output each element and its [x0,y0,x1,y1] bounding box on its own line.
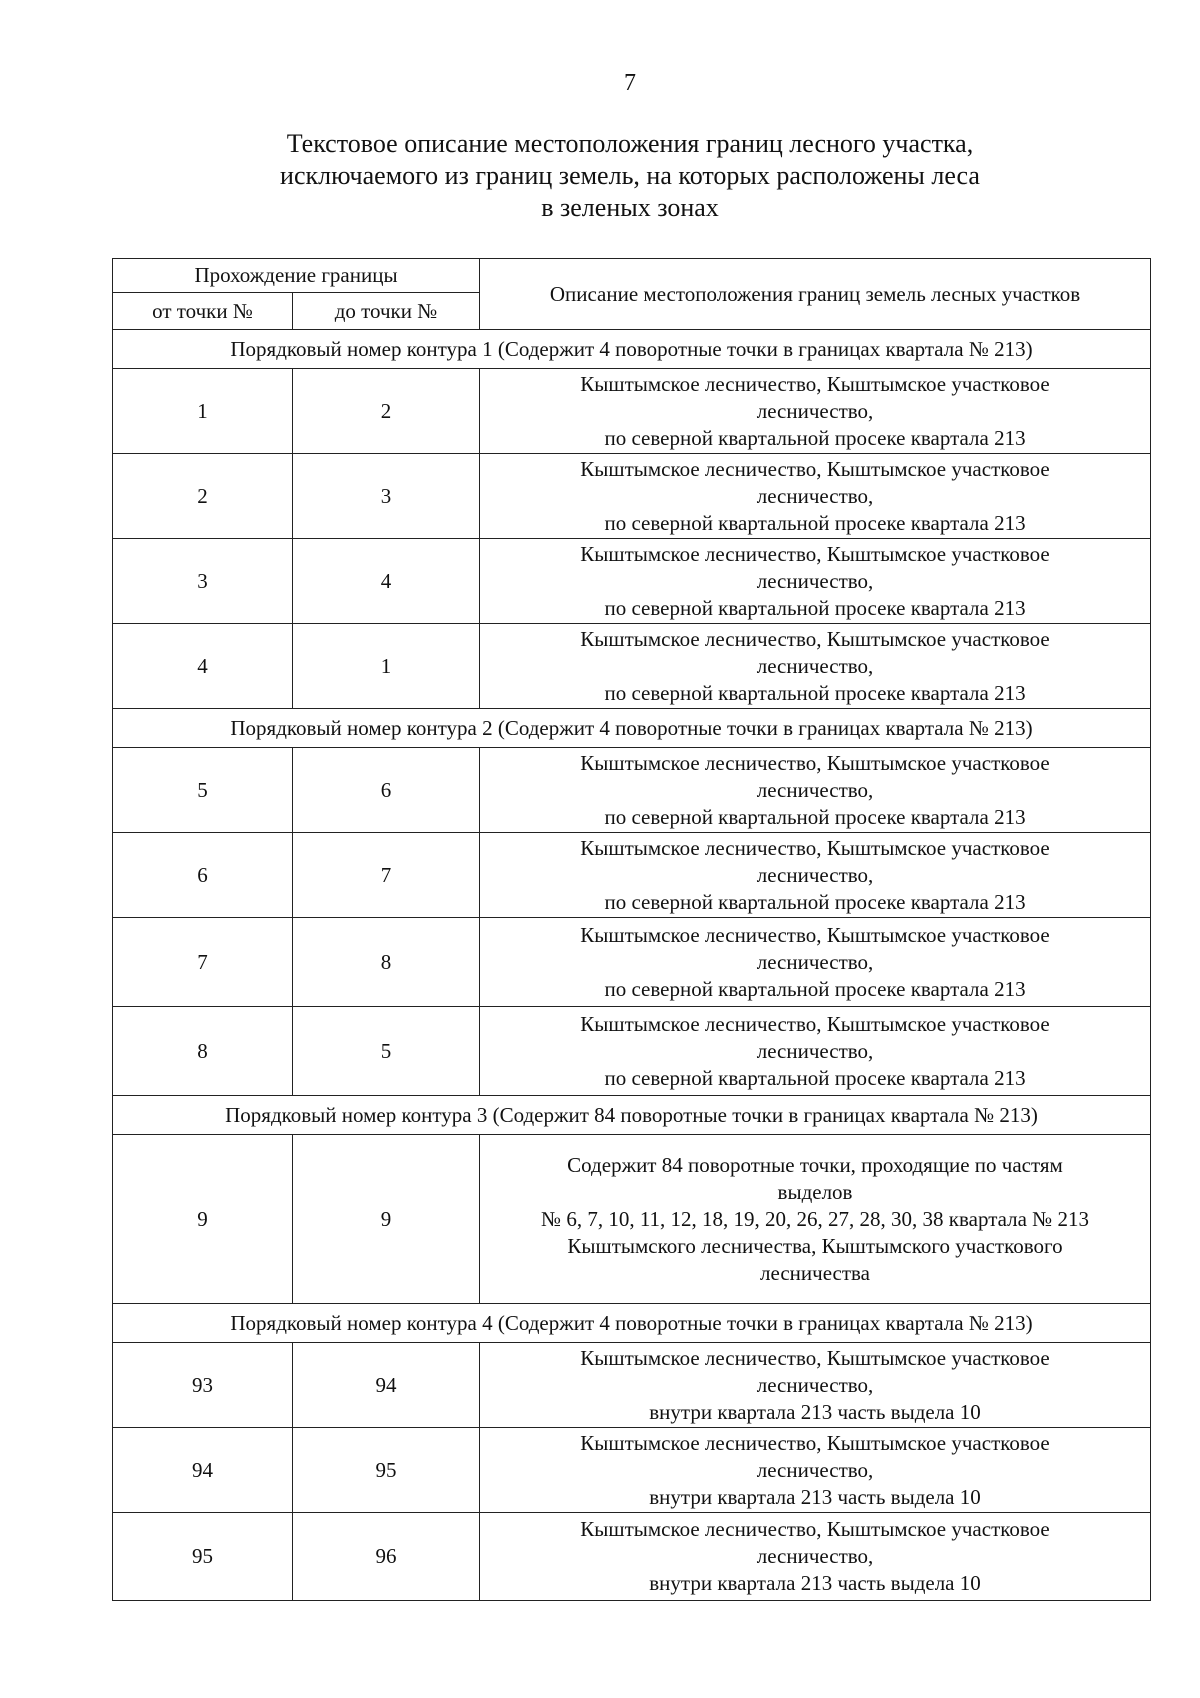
header-description: Описание местоположения границ земель лесных участков [480,259,1151,330]
table-row [113,748,1151,833]
contour-row [113,709,1151,748]
description-cell [480,1428,1151,1513]
from-point-cell: 5 [113,748,293,833]
description-line: № 6, 7, 10, 11, 12, 18, 19, 20, 26, 27, 28, 30, 38 квартала № 213 [541,1206,1089,1231]
from-point-cell: 3 [113,539,293,624]
description-cell [480,1007,1151,1096]
table-row [113,1513,1151,1601]
description-line: лесничество, [756,568,874,593]
description-line: лесничество, [756,949,874,974]
to-point-cell: 7 [293,833,480,918]
header-boundary-passage: Прохождение границы [113,259,480,293]
contour-row [113,1304,1151,1343]
table-row [113,1007,1151,1096]
document-title [210,128,1050,224]
contour-label: Порядковый номер контура 2 (Содержит 4 поворотные точки в границах квартала № 213) [113,709,1151,748]
description-line: лесничества [760,1260,870,1285]
title-line-1: Текстовое описание местоположения границ лесного участка, [286,129,974,158]
from-point-cell: 2 [113,454,293,539]
description-cell [480,1343,1151,1428]
description-line: внутри квартала 213 часть выдела 10 [649,1484,981,1509]
from-point-cell: 7 [113,918,293,1007]
from-point-cell: 1 [113,369,293,454]
description-line: лесничество, [756,862,874,887]
description-line: лесничество, [756,1372,874,1397]
to-point-cell: 6 [293,748,480,833]
title-line-3: в зеленых зонах [541,193,719,222]
description-line: лесничество, [756,483,874,508]
description-line: выделов [777,1179,853,1204]
to-point-cell: 4 [293,539,480,624]
description-line: Кыштымское лесничество, Кыштымское участковое [580,1345,1050,1370]
header-to-point: до точки № [293,293,480,330]
header-from-point: от точки № [113,293,293,330]
description-line: по северной квартальной просеке квартала 213 [604,425,1026,450]
to-point-cell: 9 [293,1135,480,1304]
description-cell [480,1135,1151,1304]
description-line: лесничество, [756,1544,874,1568]
table-header-row [113,259,1151,293]
contour-label: Порядковый номер контура 3 (Содержит 84 поворотные точки в границах квартала № 213) [113,1096,1151,1135]
description-cell [480,833,1151,918]
to-point-cell: 95 [293,1428,480,1513]
to-point-cell: 3 [293,454,480,539]
description-cell [480,454,1151,539]
from-point-cell: 94 [113,1428,293,1513]
table-row [113,624,1151,709]
description-line: по северной квартальной просеке квартала 213 [604,680,1026,705]
description-line: Кыштымское лесничество, Кыштымское участковое [580,835,1050,860]
boundary-table [112,258,1151,1601]
table-row [113,539,1151,624]
to-point-cell: 8 [293,918,480,1007]
to-point-cell: 96 [293,1513,480,1601]
description-line: Кыштымское лесничество, Кыштымское участковое [580,626,1050,651]
description-line: по северной квартальной просеке квартала 213 [604,976,1026,1001]
description-line: по северной квартальной просеке квартала 213 [604,804,1026,829]
to-point-cell: 2 [293,369,480,454]
description-line: Кыштымское лесничество, Кыштымское участковое [580,1011,1050,1036]
description-cell [480,369,1151,454]
description-line: лесничество, [756,398,874,423]
table-row [113,1428,1151,1513]
table-row [113,1135,1151,1304]
description-cell [480,1513,1151,1601]
description-cell [480,748,1151,833]
description-line: Содержит 84 поворотные точки, проходящие по частям [567,1152,1063,1177]
from-point-cell: 95 [113,1513,293,1601]
contour-label: Порядковый номер контура 4 (Содержит 4 поворотные точки в границах квартала № 213) [113,1304,1151,1343]
contour-row [113,330,1151,369]
table-row [113,918,1151,1007]
contour-label: Порядковый номер контура 1 (Содержит 4 поворотные точки в границах квартала № 213) [113,330,1151,369]
from-point-cell: 93 [113,1343,293,1428]
description-line: лесничество, [756,1038,874,1063]
description-line: Кыштымское лесничество, Кыштымское участковое [580,750,1050,775]
description-line: Кыштымское лесничество, Кыштымское участковое [580,541,1050,566]
description-line: лесничество, [756,1457,874,1482]
description-line: Кыштымское лесничество, Кыштымское участковое [580,922,1050,947]
from-point-cell: 9 [113,1135,293,1304]
table-row [113,369,1151,454]
description-line: Кыштымское лесничество, Кыштымское участковое [580,1430,1050,1455]
description-line: Кыштымское лесничество, Кыштымское участковое [580,1517,1050,1541]
table-row [113,833,1151,918]
description-cell [480,539,1151,624]
from-point-cell: 6 [113,833,293,918]
to-point-cell: 5 [293,1007,480,1096]
title-line-2: исключаемого из границ земель, на которых расположены леса [280,161,980,190]
description-line: внутри квартала 213 часть выдела 10 [649,1399,981,1424]
page-number: 7 [624,70,636,96]
description-cell [480,624,1151,709]
description-line: по северной квартальной просеке квартала 213 [604,1065,1026,1090]
description-line: внутри квартала 213 часть выдела 10 [649,1571,981,1595]
table-row [113,1343,1151,1428]
from-point-cell: 8 [113,1007,293,1096]
description-line: по северной квартальной просеке квартала 213 [604,595,1026,620]
description-cell [480,918,1151,1007]
from-point-cell: 4 [113,624,293,709]
description-line: Кыштымского лесничества, Кыштымского участкового [567,1233,1063,1258]
description-line: Кыштымское лесничество, Кыштымское участковое [580,456,1050,481]
description-line: лесничество, [756,777,874,802]
description-line: по северной квартальной просеке квартала 213 [604,510,1026,535]
to-point-cell: 1 [293,624,480,709]
table-row [113,454,1151,539]
description-line: лесничество, [756,653,874,678]
contour-row [113,1096,1151,1135]
description-line: по северной квартальной просеке квартала 213 [604,889,1026,914]
description-line: Кыштымское лесничество, Кыштымское участковое [580,371,1050,396]
to-point-cell: 94 [293,1343,480,1428]
